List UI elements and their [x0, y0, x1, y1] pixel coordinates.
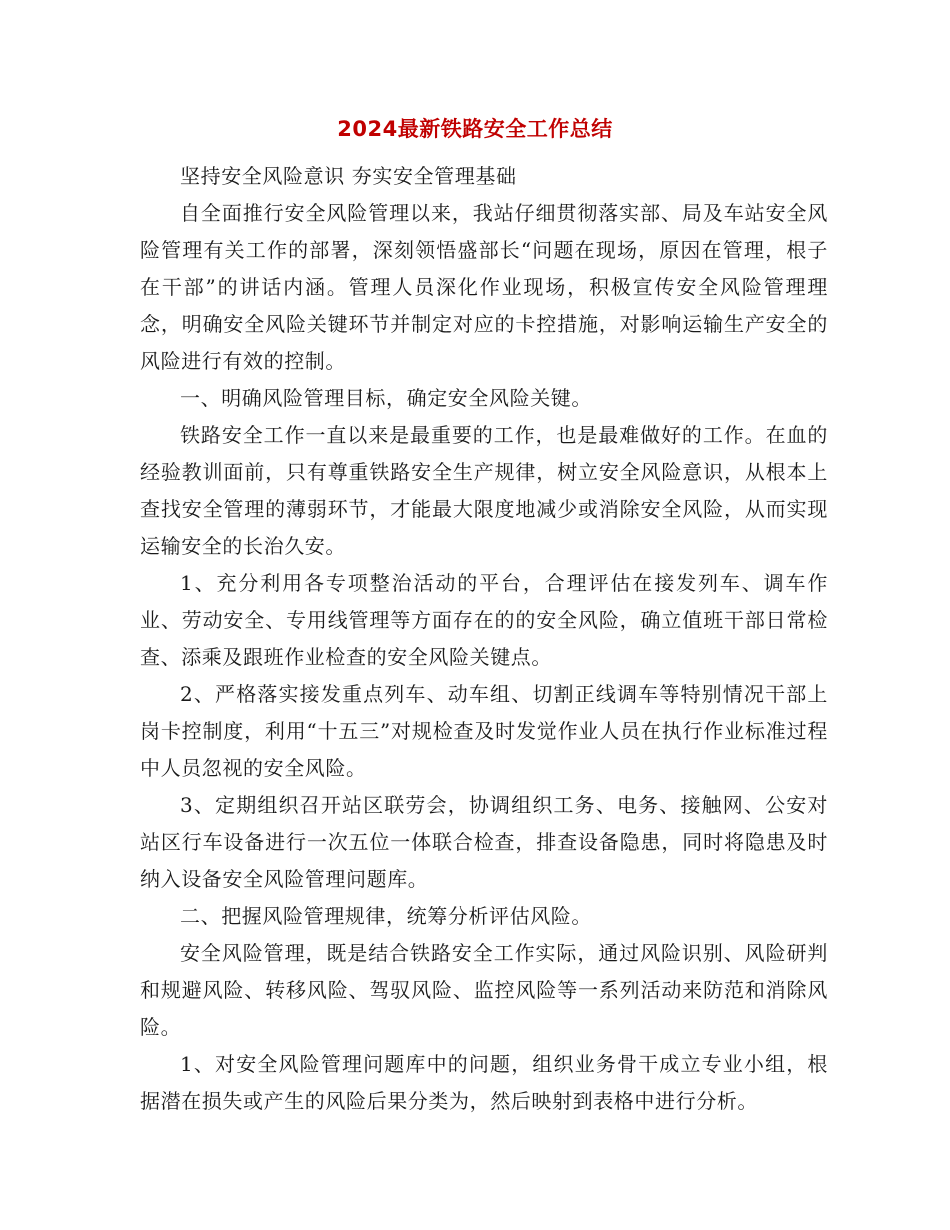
paragraph-item-2-1: 1、对安全风险管理问题库中的问题，组织业务骨干成立专业小组，根据潜在损失或产生的风险后果分类为，然后映射到表格中进行分析。 — [140, 1052, 828, 1113]
document-body — [140, 158, 828, 1120]
paragraph-intro: 自全面推行安全风险管理以来，我站仔细贯彻落实部、局及车站安全风险管理有关工作的部署，深刻领悟盛部长“问题在现场，原因在管理，根子在干部”的讲话内涵。管理人员深化作业现场，积极宣传安全风险管理理念，明确安全风险关键环节并制定对应的卡控措施，对影响运输生产安全的风险进行有效的控制。 — [140, 201, 828, 373]
paragraph-section-1: 铁路安全工作一直以来是最重要的工作，也是最难做好的工作。在血的经验教训面前，只有尊重铁路安全生产规律，树立安全风险意识，从根本上查找安全管理的薄弱环节，才能最大限度地减少或消除安全风险，从而实现运输安全的长治久安。 — [140, 423, 828, 558]
paragraph-item-1-3: 3、定期组织召开站区联劳会，协调组织工务、电务、接触网、公安对站区行车设备进行一次五位一体联合检查，排查设备隐患，同时将隐患及时纳入设备安全风险管理问题库。 — [140, 793, 828, 891]
paragraph-item-1-1: 1、充分利用各专项整治活动的平台，合理评估在接发列车、调车作业、劳动安全、专用线管理等方面存在的的安全风险，确立值班干部日常检查、添乘及跟班作业检查的安全风险关键点。 — [140, 571, 828, 669]
section-heading-1: 一、明确风险管理目标，确定安全风险关键。 — [180, 386, 592, 410]
document-title: 2024最新铁路安全工作总结 — [337, 117, 613, 141]
paragraph-item-1-2: 2、严格落实接发重点列车、动车组、切割正线调车等特别情况干部上岗卡控制度，利用“十五三”对规检查及时发觉作业人员在执行作业标准过程中人员忽视的安全风险。 — [140, 682, 828, 780]
section-heading-2: 二、把握风险管理规律，统筹分析评估风险。 — [180, 904, 592, 928]
paragraph-section-2: 安全风险管理，既是结合铁路安全工作实际，通过风险识别、风险研判和规避风险、转移风险、驾驭风险、监控风险等一系列活动来防范和消除风险。 — [140, 941, 828, 1039]
paragraph-subtitle: 坚持安全风险意识 夯实安全管理基础 — [180, 164, 517, 188]
